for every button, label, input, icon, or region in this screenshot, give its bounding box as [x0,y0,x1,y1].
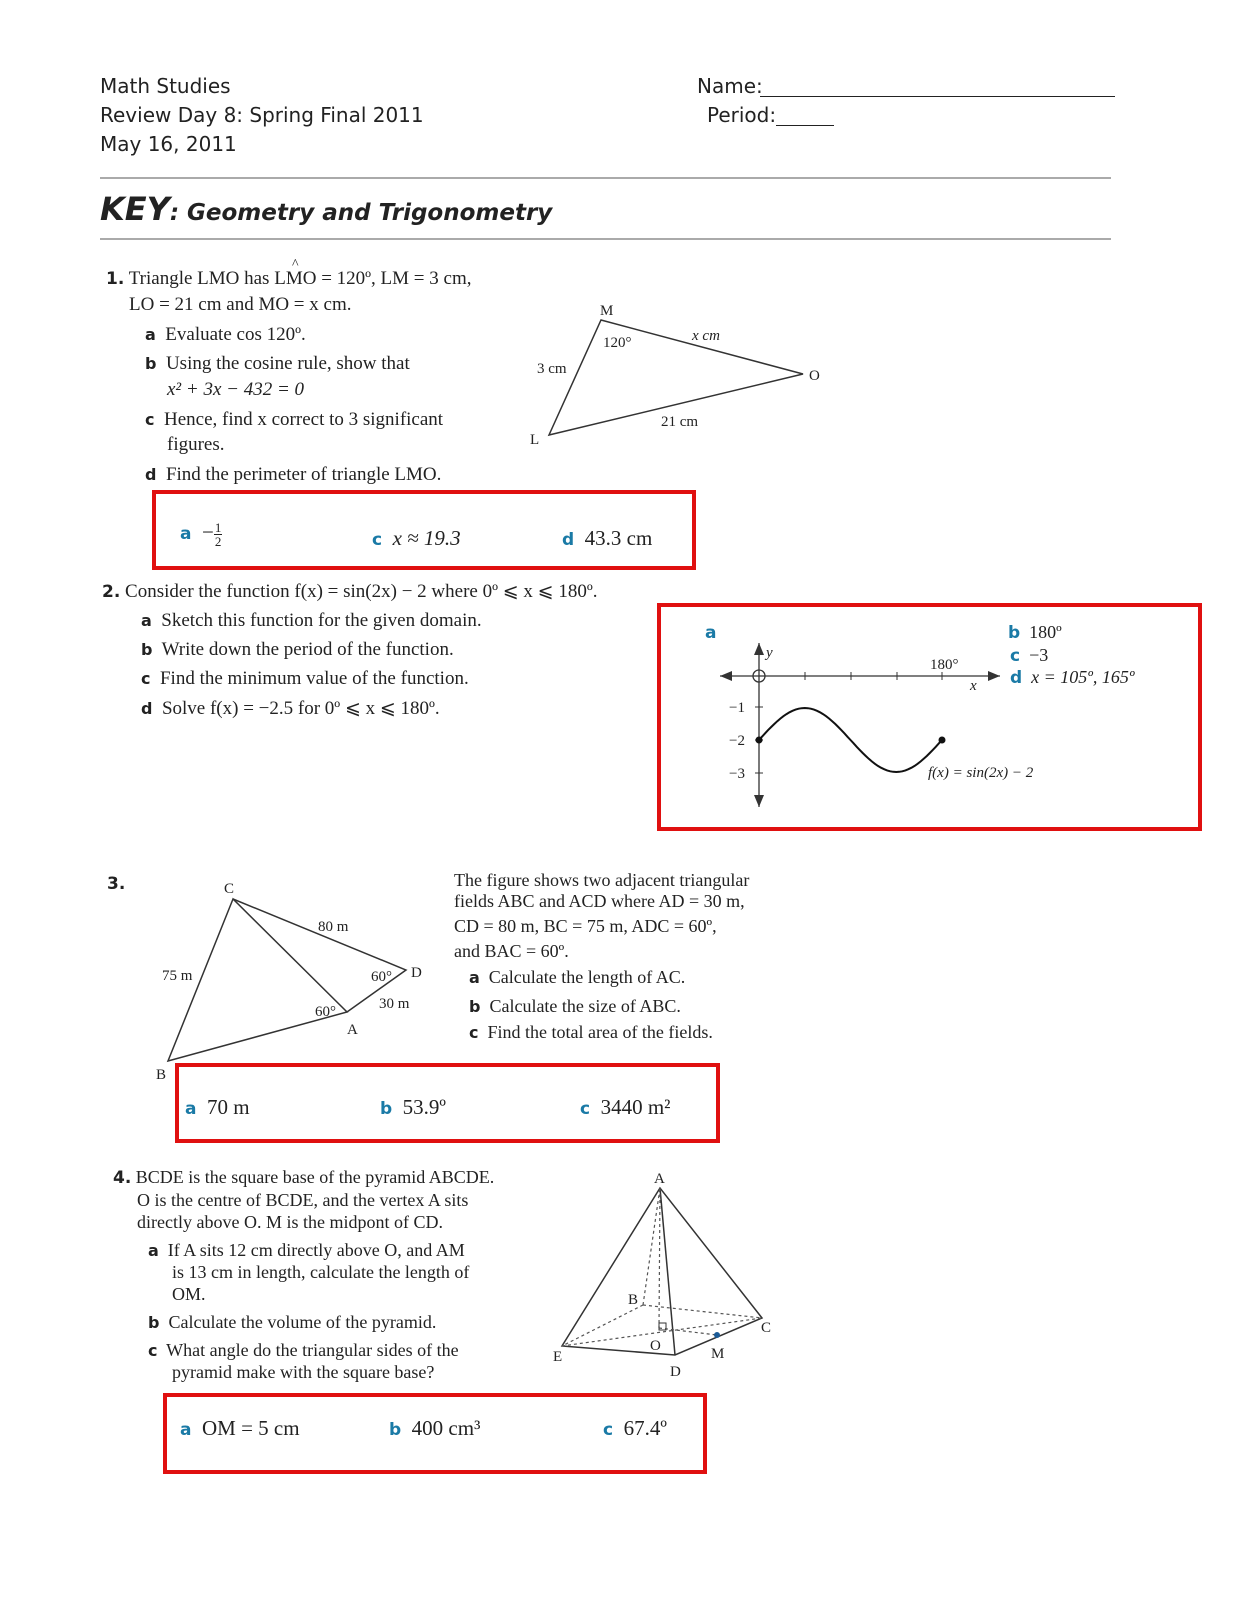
q1-part-b-label: b [145,354,157,373]
q1-answer-d [562,526,652,551]
q1-line2: LO = 21 cm and MO = x cm. [129,294,352,315]
q2-answer-c [1010,645,1048,666]
q2-answer-a-label: a [705,623,717,643]
q4-part-b-text: Calculate the volume of the pyramid. [168,1312,437,1332]
graph-180-label: 180° [930,657,959,673]
q1-intro-text: Triangle LMO has [128,268,270,289]
q2-part-a-text: Sketch this function for the given domain. [161,610,482,631]
graph-ytick-m2: −2 [729,733,745,749]
q3-text-line3: CD = 80 m, BC = 75 m, ADC = 60º, [454,916,717,936]
sine-curve [759,708,942,772]
q2-answer-c-label: c [1010,646,1021,666]
q3-answer-b-value: 53.9º [402,1095,446,1119]
q4-part-c-line2: pyramid make with the square base? [172,1362,435,1382]
q1-part-b-text: Using the cosine rule, show that [165,353,410,374]
q3-side-bc: 75 m [162,968,193,984]
q2-sine-graph [710,635,1034,815]
vertex-l: L [530,432,540,448]
q3-answer-b [380,1095,446,1120]
side-lm-label: 3 cm [537,361,567,377]
q1-part-b-equation: x² + 3x − 432 = 0 [167,379,305,400]
period-label: Period: [707,103,777,127]
q3-part-b-text: Calculate the size of ABC. [489,996,681,1016]
q4-answer-b [389,1416,480,1441]
name-label: Name: [697,74,763,98]
q3-answer-b-label: b [380,1099,393,1119]
q4-part-c [148,1340,459,1361]
q3-part-a-label: a [469,968,480,987]
q1-part-a-text: Evaluate cos 120º. [165,324,306,345]
q4-intro-text1: BCDE is the square base of the pyramid ABCDE. [135,1167,495,1187]
q1-part-d-text: Find the perimeter of triangle LMO. [165,464,442,485]
pyramid-vertex-e: E [553,1349,563,1365]
graph-ytick-m3: −3 [729,766,745,782]
q1-part-d [145,464,441,486]
key-label: KEY [100,190,170,228]
q1-triangle-figure [520,290,840,460]
q2-answer-b-value: 180º [1029,622,1062,642]
y-axis-arrow-up [754,643,764,655]
q1-answer-d-value: 43.3 cm [584,526,653,550]
x-axis-arrow-left [720,671,732,681]
q1-intro-text-b: = 120º, LM = 3 cm, [321,268,472,289]
pyramid-vertex-c: C [761,1320,772,1336]
q3-text-line1: The figure shows two adjacent triangular [454,870,750,890]
q4-part-a-line3: OM. [172,1284,206,1304]
q2-part-c [141,668,469,690]
graph-function-label: f(x) = sin(2x) − 2 [928,765,1034,781]
q2-part-c-label: c [141,669,151,688]
q3-fields-figure [140,872,440,1087]
q2-part-b-label: b [141,640,153,659]
q3-side-ad: 30 m [379,996,410,1012]
q4-part-c-text1: What angle do the triangular sides of the [166,1340,459,1360]
q1-part-c-text: Hence, find x correct to 3 significant [163,409,444,430]
q2-part-a [141,610,482,632]
q3-answer-a-label: a [185,1099,197,1119]
pyramid-vertex-b: B [628,1292,639,1308]
q3-answer-c-label: c [580,1099,591,1119]
q2-part-d-label: d [141,699,153,718]
review-title: Review Day 8: Spring Final 2011 [100,103,424,127]
section-subtitle: : Geometry and Trigonometry [169,200,553,226]
q4-intro-line1 [113,1167,494,1188]
page-title [100,190,552,228]
q3-vertex-a: A [347,1022,358,1038]
q1-part-c-label: c [145,410,155,429]
q3-number: 3. [107,874,126,894]
q2-answer-d-value: x = 105º, 165º [1031,667,1135,687]
q1-intro [106,268,472,290]
q4-part-a-text1: If A sits 12 cm directly above O, and AM [167,1240,465,1260]
q3-part-b-label: b [469,997,481,1016]
q3-part-c-label: c [469,1023,479,1042]
curve-start-point [756,737,763,744]
q2-part-d-text: Solve f(x) = −2.5 for 0º ⩽ x ⩽ 180º. [161,698,440,719]
q3-answer-c [580,1095,670,1120]
q2-number: 2. [102,582,121,602]
q3-angle-a: 60° [315,1004,336,1020]
y-axis-arrow-down [754,795,764,807]
q4-answer-a [180,1416,300,1441]
pyramid-midpoint-m: M [711,1346,725,1362]
q4-answer-b-label: b [389,1420,402,1440]
q1-answer-a-fraction [214,521,223,548]
graph-ytick-m1: −1 [729,700,745,716]
q3-part-a-text: Calculate the length of AC. [488,967,686,987]
graph-x-label: x [970,678,977,694]
q1-number: 1. [106,269,125,289]
angle-m-label: 120° [603,335,632,351]
pyramid-centre-o: O [650,1338,661,1354]
q1-angle: ^ LMO [274,268,316,290]
q1-answer-a-sign: − [201,520,214,544]
side-mo-label: x cm [692,328,720,344]
side-lo-label: 21 cm [661,414,699,430]
q1-part-c [145,409,443,431]
q4-answer-c-value: 67.4º [623,1416,667,1440]
q3-vertex-d: D [411,965,422,981]
q4-answer-a-value: OM = 5 cm [201,1416,300,1440]
graph-y-label: y [766,645,773,661]
q1-part-c-text2: figures. [167,434,225,455]
pyramid-vertex-a: A [654,1171,665,1187]
q3-vertex-b: B [156,1067,167,1083]
review-date: May 16, 2011 [100,132,237,156]
q3-part-b [469,996,681,1017]
q3-answer-a-value: 70 m [206,1095,250,1119]
q2-answer-b-label: b [1008,623,1021,643]
q3-text-line2: fields ABC and ACD where AD = 30 m, [454,891,745,911]
q2-answer-d [1010,667,1134,688]
q2-part-b-text: Write down the period of the function. [161,639,454,660]
q4-part-a [148,1240,465,1261]
q4-intro-line3: directly above O. M is the midpont of CD. [137,1212,443,1232]
midpoint-m-dot [714,1332,720,1338]
q1-part-a-label: a [145,325,156,344]
q1-answer-c-value: x ≈ 19.3 [392,526,461,550]
q2-answer-c-value: −3 [1029,645,1049,665]
vertex-o: O [809,368,820,384]
q3-part-c [469,1022,713,1043]
q4-part-a-label: a [148,1241,159,1260]
q2-part-d [141,697,440,720]
q1-part-d-label: d [145,465,157,484]
q3-angle-d: 60° [371,969,392,985]
q2-part-c-text: Find the minimum value of the function. [159,668,469,689]
q3-side-cd: 80 m [318,919,349,935]
q1-answer-a-label: a [180,524,192,544]
q4-answer-c [603,1416,667,1441]
q2-part-b [141,639,454,661]
vertex-m: M [600,303,614,319]
q4-part-c-label: c [148,1341,158,1360]
q1-part-b [145,353,410,375]
q2-part-a-label: a [141,611,152,630]
q4-intro-line2: O is the centre of BCDE, and the vertex A sits [137,1190,469,1210]
q2-answer-b [1008,622,1062,643]
q3-part-c-text: Find the total area of the fields. [487,1022,713,1042]
fraction-denominator: 2 [214,533,222,549]
x-axis-arrow-right [988,671,1000,681]
q3-answer-c-value: 3440 m² [600,1095,671,1119]
title-divider [100,238,1111,240]
q1-answer-a [180,520,222,548]
name-field[interactable] [760,96,1115,97]
curve-end-point [939,737,946,744]
q1-answer-c [372,526,461,551]
q4-answer-a-label: a [180,1420,192,1440]
q4-part-b-label: b [148,1313,160,1332]
q3-vertex-c: C [224,881,235,897]
course-title: Math Studies [100,74,231,98]
q4-pyramid-figure [545,1165,785,1385]
fraction-numerator: 1 [214,519,222,535]
q2-intro-text: Consider the function f(x) = sin(2x) − 2 where 0º ⩽ x ⩽ 180º. [125,581,598,602]
q3-answer-a [185,1095,250,1120]
period-field[interactable] [776,125,834,126]
q4-part-b [148,1312,436,1333]
q1-part-a [145,324,306,346]
q2-answer-d-label: d [1010,668,1023,688]
q4-answer-b-value: 400 cm³ [411,1416,481,1440]
pyramid-vertex-d: D [670,1364,681,1380]
q3-text-line4: and BAC = 60º. [454,941,569,961]
q4-number: 4. [113,1168,132,1188]
q1-answer-c-label: c [372,530,383,550]
q2-intro [102,580,597,603]
q3-part-a [469,967,685,988]
q4-answer-c-label: c [603,1420,614,1440]
q1-answer-d-label: d [562,530,575,550]
q4-part-a-line2: is 13 cm in length, calculate the length of [172,1262,470,1282]
top-divider [100,177,1111,179]
